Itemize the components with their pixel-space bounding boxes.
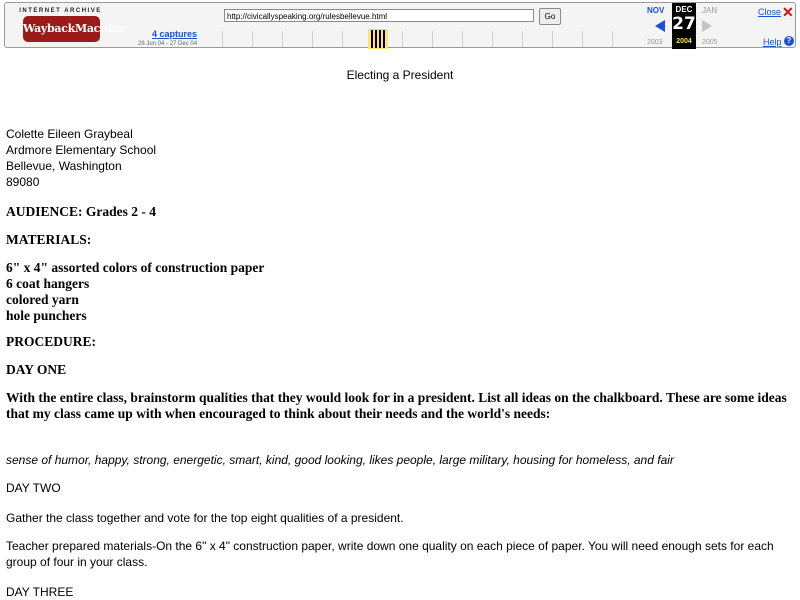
help-icon[interactable]: ? [784,36,794,46]
sparkline-month-divider [612,31,613,47]
current-capture-date [672,3,696,49]
list-item: 6" x 4" assorted colors of construction paper [6,260,265,275]
current-day: 27 [672,14,696,34]
day-two-heading: DAY TWO [6,481,61,495]
url-input[interactable]: http://civicallyspeaking.org/rulesbellevue.html [224,9,534,22]
materials-list [6,260,264,324]
list-item: colored yarn [6,292,79,307]
sparkline-month-divider [492,31,493,47]
sparkline-month-divider [312,31,313,47]
list-item: 6 coat hangers [6,276,90,291]
close-link[interactable]: Close [758,7,782,17]
wayback-machine-logo-icon: WaybackMachine [23,16,100,42]
sparkline-month-divider [552,31,553,47]
day-one-heading: DAY ONE [6,362,67,377]
author-zip: 89080 [6,175,40,189]
sparkline-capture-mark[interactable] [375,30,377,48]
qualities-text: sense of humor, happy, strong, energetic, smart, kind, good looking, likes people, large military, housing for homeless, and fair [6,453,674,467]
sparkline-month-divider [462,31,463,47]
internet-archive-label: INTERNET ARCHIVE [19,8,102,14]
procedure-heading: PROCEDURE: [6,334,96,349]
sparkline-capture-mark[interactable] [379,30,381,48]
sparkline-month-divider [252,31,253,47]
materials-heading: MATERIALS: [6,232,92,247]
next-capture-arrow-icon [702,20,712,32]
author-city: Bellevue, Washington [6,159,122,173]
audience-heading: AUDIENCE: Grades 2 - 4 [6,204,156,219]
next-year-label: 2005 [702,39,718,46]
prev-capture-arrow-icon[interactable] [655,20,665,32]
sparkline-month-divider [432,31,433,47]
wayback-frame [4,2,796,48]
wayback-logo[interactable] [13,8,127,44]
sparkline-month-divider [342,31,343,47]
sparkline-month-divider [582,31,583,47]
sparkline-capture-mark[interactable] [371,30,373,48]
wayback-toolbar [0,0,800,52]
day-one-text: With the entire class, brainstorm qualities that they would look for in a president. List all ideas on the chalkboard. These are some ideas that my class came up with when encouraged to think about their needs and the world's needs: [6,390,787,421]
close-icon[interactable]: ✕ [782,4,794,20]
sparkline-month-divider [522,31,523,47]
sparkline-month-divider [282,31,283,47]
sparkline-month-divider [402,31,403,47]
help-link[interactable]: Help [763,37,782,47]
sparkline-capture-mark[interactable] [383,30,385,48]
list-item: hole punchers [6,308,87,323]
current-year: 2004 [676,38,692,45]
sparkline-month-divider [222,31,223,47]
author-name: Colette Eileen Graybeal [6,127,133,141]
author-block [6,126,156,190]
day-two-text: Gather the class together and vote for the top eight qualities of a president. [6,511,404,525]
go-button[interactable]: Go [539,8,561,25]
current-month: DEC [675,5,693,14]
captures-link[interactable]: 4 captures [152,29,198,39]
next-month-label: JAN [702,6,718,15]
prev-year-link[interactable]: 2003 [647,39,663,46]
page-title: Electing a President [346,68,454,82]
capture-sparkline[interactable] [218,29,642,49]
capture-date-range: 26 Jun 04 - 27 Dec 04 [138,41,198,47]
author-school: Ardmore Elementary School [6,143,157,157]
teacher-materials-text: Teacher prepared materials-On the 6" x 4" construction paper, write down one quality on each piece of paper. You will need enough sets for each group of four in your class. [6,539,774,569]
day-three-heading: DAY THREE [6,585,74,599]
prev-month-link[interactable]: NOV [647,6,665,15]
